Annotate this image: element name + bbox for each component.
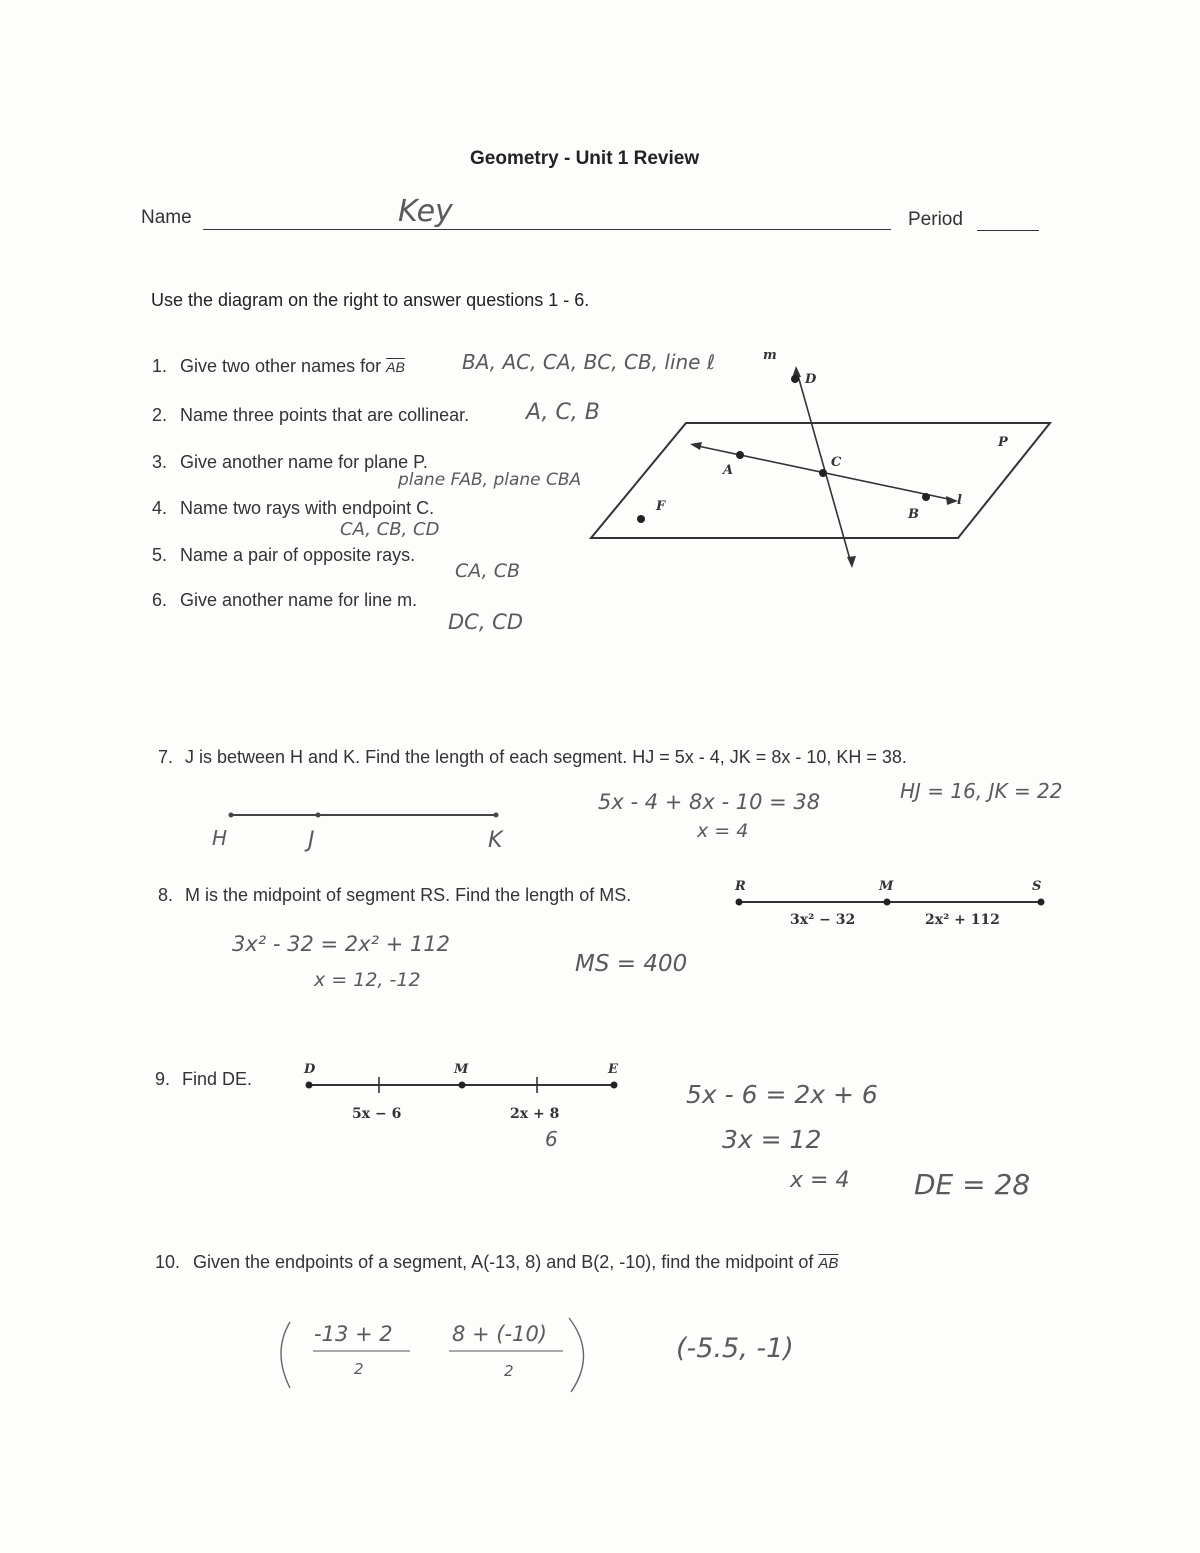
answer-7: HJ = 16, JK = 22	[900, 779, 1063, 803]
question-number: 6.	[152, 590, 168, 610]
label-s: S	[1032, 879, 1042, 894]
question-number: 8.	[158, 885, 174, 905]
question-text	[193, 1252, 838, 1273]
name-value: Key	[398, 194, 453, 229]
period-label: Period	[908, 209, 963, 230]
label-d-q9: D	[304, 1062, 316, 1077]
point-d	[791, 375, 799, 383]
label-m-q9: M	[454, 1062, 469, 1077]
question-text: Name a pair of opposite rays.	[180, 545, 416, 565]
label-j: J	[308, 828, 315, 853]
question-number: 10.	[155, 1252, 181, 1272]
correction-6: 6	[545, 1127, 558, 1151]
name-label: Name	[141, 207, 192, 228]
label-c: C	[831, 455, 842, 470]
segment-label-ms: 2x² + 112	[925, 912, 1000, 928]
page-title: Geometry - Unit 1 Review	[470, 148, 700, 169]
point-m	[884, 899, 891, 906]
question-text-label: Given the endpoints of a segment, A(-13, 8) and B(2, -10), find the midpoint of	[193, 1252, 814, 1272]
point-e	[611, 1082, 618, 1089]
point-f	[637, 515, 645, 523]
work-10-den-2: 2	[504, 1362, 514, 1380]
label-l: l	[957, 493, 962, 508]
label-d: D	[805, 372, 817, 387]
segment-label-me: 2x + 8	[510, 1106, 560, 1122]
question-number: 4.	[152, 498, 168, 518]
segment-ref: $\overline{AB}$	[386, 359, 405, 375]
work-8-line-1: 3x² - 32 = 2x² + 112	[232, 932, 451, 956]
work-9-line-2: 3x = 12	[722, 1125, 822, 1154]
question-text: J is between H and K. Find the length of each segment. HJ = 5x - 4, JK = 8x - 10, KH = 38.	[185, 747, 907, 767]
line-l-arrow-left	[690, 442, 702, 450]
point-c	[819, 469, 827, 477]
label-p: P	[998, 435, 1008, 450]
question-text: M is the midpoint of segment RS. Find the length of MS.	[185, 885, 632, 905]
work-8-line-2: x = 12, -12	[314, 969, 421, 991]
answer-10: (-5.5, -1)	[676, 1333, 794, 1364]
answer-1: BA, AC, CA, BC, CB, line ℓ	[462, 350, 716, 374]
question-text: Name three points that are collinear.	[180, 405, 470, 425]
question-number: 7.	[158, 747, 174, 767]
work-9-line-1: 5x - 6 = 2x + 6	[686, 1080, 878, 1109]
answer-9: DE = 28	[914, 1168, 1031, 1201]
question-number: 3.	[152, 452, 168, 472]
question-text: Find DE.	[182, 1069, 253, 1089]
label-r: R	[735, 879, 746, 894]
label-m: m	[763, 348, 777, 363]
work-7-line-1: 5x - 4 + 8x - 10 = 38	[598, 790, 821, 814]
answer-6: DC, CD	[448, 610, 524, 634]
answer-5: CA, CB	[455, 560, 520, 582]
point-s	[1038, 899, 1045, 906]
right-paren	[569, 1318, 584, 1392]
label-h: H	[212, 826, 228, 850]
label-a: A	[723, 463, 734, 478]
work-10-den-1: 2	[354, 1360, 364, 1378]
point-d-q9	[306, 1082, 313, 1089]
point-j	[316, 813, 321, 818]
question-text: Name two rays with endpoint C.	[180, 498, 435, 518]
question-text: Give another name for line m.	[180, 590, 418, 610]
answer-3: plane FAB, plane CBA	[398, 470, 582, 490]
question-number: 2.	[152, 405, 168, 425]
answer-4: CA, CB, CD	[340, 519, 440, 540]
label-k: K	[488, 828, 503, 853]
answer-8: MS = 400	[575, 951, 688, 977]
work-10-num-2: 8 + (-10)	[452, 1322, 547, 1346]
plane-p	[591, 423, 1050, 538]
label-b: B	[908, 507, 919, 522]
point-m-q9	[459, 1082, 466, 1089]
label-e: E	[608, 1062, 618, 1077]
question-number: 1.	[152, 356, 168, 376]
question-number: 5.	[152, 545, 168, 565]
instructions: Use the diagram on the right to answer questions 1 - 6.	[151, 290, 590, 310]
work-10-num-1: -13 + 2	[314, 1322, 393, 1346]
point-k	[494, 813, 499, 818]
point-a	[736, 451, 744, 459]
point-b	[922, 493, 930, 501]
question-number: 9.	[155, 1069, 171, 1089]
label-m-q8: M	[879, 879, 894, 894]
point-r	[736, 899, 743, 906]
line-m	[797, 372, 851, 563]
label-f: F	[656, 499, 666, 514]
line-m-arrow-bottom	[847, 556, 856, 568]
answer-2: A, C, B	[526, 400, 600, 425]
question-text-label: Give two other names for	[180, 356, 382, 376]
segment-label-rm: 3x² − 32	[790, 912, 856, 928]
point-h	[229, 813, 234, 818]
left-paren	[281, 1322, 290, 1388]
question-text: Give another name for plane P.	[180, 452, 428, 472]
work-7-line-2: x = 4	[697, 820, 749, 842]
work-9-line-3: x = 4	[790, 1168, 850, 1193]
segment-ref: $\overline{AB}$	[818, 1255, 839, 1272]
segment-label-dm: 5x − 6	[352, 1106, 402, 1122]
